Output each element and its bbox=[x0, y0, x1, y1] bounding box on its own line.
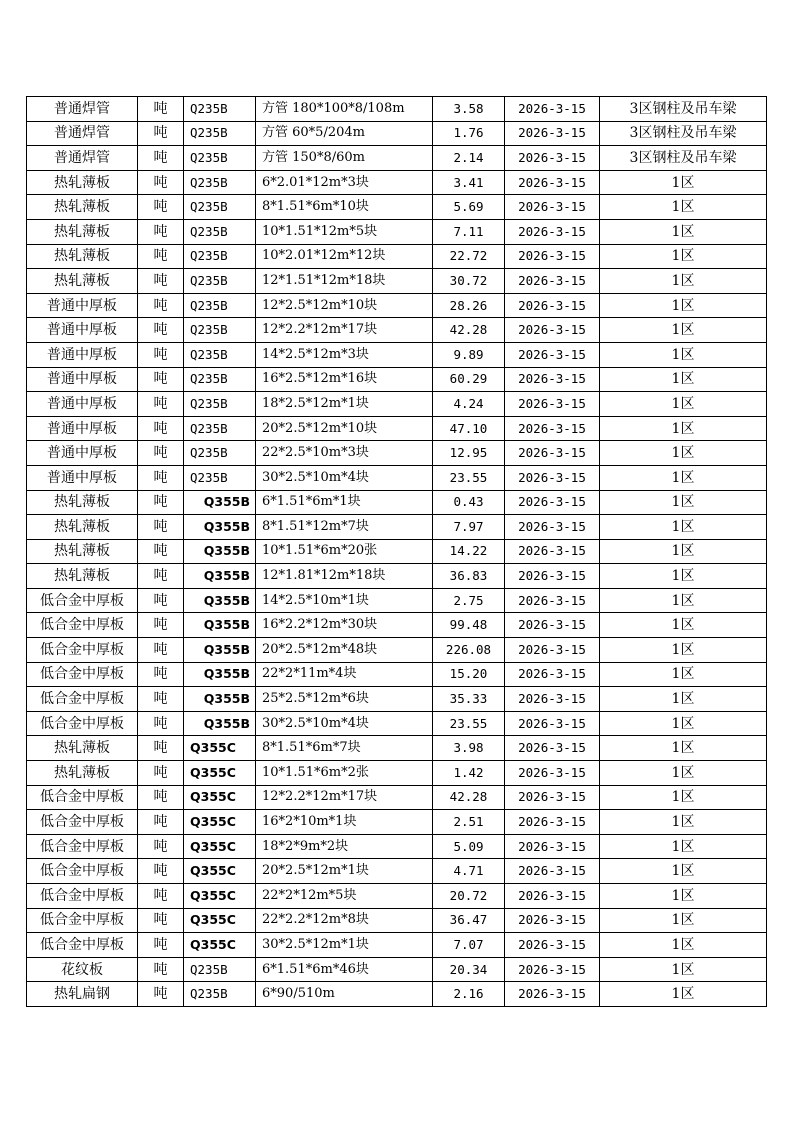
steel-grade-cell: Q355C bbox=[184, 810, 256, 835]
material-name-cell: 低合金中厚板 bbox=[27, 859, 138, 884]
area-cell: 1区 bbox=[600, 564, 767, 589]
steel-grade-cell: Q235B bbox=[184, 244, 256, 269]
table-row bbox=[27, 318, 767, 343]
date-cell: 2026-3-15 bbox=[505, 687, 600, 712]
steel-grade-cell: Q355C bbox=[184, 761, 256, 786]
table-row bbox=[27, 121, 767, 146]
steel-grade-cell: Q235B bbox=[184, 121, 256, 146]
quantity-cell: 2.14 bbox=[433, 146, 505, 171]
table-row bbox=[27, 564, 767, 589]
date-cell: 2026-3-15 bbox=[505, 957, 600, 982]
date-cell: 2026-3-15 bbox=[505, 121, 600, 146]
date-cell: 2026-3-15 bbox=[505, 219, 600, 244]
table-row bbox=[27, 982, 767, 1007]
unit-cell: 吨 bbox=[138, 97, 184, 122]
date-cell: 2026-3-15 bbox=[505, 490, 600, 515]
material-name-cell: 普通中厚板 bbox=[27, 318, 138, 343]
quantity-cell: 2.16 bbox=[433, 982, 505, 1007]
specification-cell: 12*2.2*12m*17块 bbox=[256, 318, 433, 343]
quantity-cell: 3.98 bbox=[433, 736, 505, 761]
specification-cell: 12*1.51*12m*18块 bbox=[256, 269, 433, 294]
material-name-cell: 热轧薄板 bbox=[27, 515, 138, 540]
steel-grade-cell: Q235B bbox=[184, 982, 256, 1007]
steel-grade-cell: Q355B bbox=[184, 588, 256, 613]
date-cell: 2026-3-15 bbox=[505, 318, 600, 343]
table-row bbox=[27, 146, 767, 171]
area-cell: 1区 bbox=[600, 441, 767, 466]
table-row bbox=[27, 785, 767, 810]
date-cell: 2026-3-15 bbox=[505, 342, 600, 367]
area-cell: 1区 bbox=[600, 662, 767, 687]
steel-grade-cell: Q235B bbox=[184, 465, 256, 490]
quantity-cell: 36.47 bbox=[433, 908, 505, 933]
material-name-cell: 低合金中厚板 bbox=[27, 687, 138, 712]
material-name-cell: 低合金中厚板 bbox=[27, 588, 138, 613]
quantity-cell: 1.42 bbox=[433, 761, 505, 786]
material-name-cell: 热轧薄板 bbox=[27, 564, 138, 589]
table-row bbox=[27, 539, 767, 564]
unit-cell: 吨 bbox=[138, 146, 184, 171]
material-name-cell: 普通焊管 bbox=[27, 146, 138, 171]
date-cell: 2026-3-15 bbox=[505, 810, 600, 835]
table-row bbox=[27, 465, 767, 490]
table-row bbox=[27, 195, 767, 220]
table-row bbox=[27, 662, 767, 687]
specification-cell: 8*1.51*12m*7块 bbox=[256, 515, 433, 540]
quantity-cell: 3.58 bbox=[433, 97, 505, 122]
specification-cell: 8*1.51*6m*10块 bbox=[256, 195, 433, 220]
date-cell: 2026-3-15 bbox=[505, 564, 600, 589]
table-body bbox=[27, 97, 767, 1007]
specification-cell: 30*2.5*10m*4块 bbox=[256, 465, 433, 490]
area-cell: 1区 bbox=[600, 884, 767, 909]
specification-cell: 22*2.5*10m*3块 bbox=[256, 441, 433, 466]
area-cell: 1区 bbox=[600, 293, 767, 318]
unit-cell: 吨 bbox=[138, 465, 184, 490]
material-name-cell: 普通中厚板 bbox=[27, 342, 138, 367]
area-cell: 1区 bbox=[600, 638, 767, 663]
unit-cell: 吨 bbox=[138, 441, 184, 466]
material-name-cell: 热轧薄板 bbox=[27, 539, 138, 564]
area-cell: 1区 bbox=[600, 515, 767, 540]
steel-grade-cell: Q355C bbox=[184, 933, 256, 958]
area-cell: 1区 bbox=[600, 834, 767, 859]
specification-cell: 16*2.5*12m*16块 bbox=[256, 367, 433, 392]
area-cell: 1区 bbox=[600, 859, 767, 884]
date-cell: 2026-3-15 bbox=[505, 293, 600, 318]
unit-cell: 吨 bbox=[138, 170, 184, 195]
specification-cell: 12*2.2*12m*17块 bbox=[256, 785, 433, 810]
unit-cell: 吨 bbox=[138, 613, 184, 638]
unit-cell: 吨 bbox=[138, 834, 184, 859]
material-name-cell: 低合金中厚板 bbox=[27, 613, 138, 638]
quantity-cell: 5.69 bbox=[433, 195, 505, 220]
area-cell: 1区 bbox=[600, 982, 767, 1007]
quantity-cell: 3.41 bbox=[433, 170, 505, 195]
area-cell: 1区 bbox=[600, 269, 767, 294]
material-name-cell: 低合金中厚板 bbox=[27, 933, 138, 958]
quantity-cell: 1.76 bbox=[433, 121, 505, 146]
quantity-cell: 42.28 bbox=[433, 318, 505, 343]
material-name-cell: 低合金中厚板 bbox=[27, 662, 138, 687]
unit-cell: 吨 bbox=[138, 219, 184, 244]
unit-cell: 吨 bbox=[138, 269, 184, 294]
quantity-cell: 36.83 bbox=[433, 564, 505, 589]
specification-cell: 方管 150*8/60m bbox=[256, 146, 433, 171]
table-row bbox=[27, 293, 767, 318]
steel-grade-cell: Q355B bbox=[184, 564, 256, 589]
specification-cell: 12*2.5*12m*10块 bbox=[256, 293, 433, 318]
specification-cell: 20*2.5*12m*1块 bbox=[256, 859, 433, 884]
quantity-cell: 28.26 bbox=[433, 293, 505, 318]
date-cell: 2026-3-15 bbox=[505, 515, 600, 540]
date-cell: 2026-3-15 bbox=[505, 367, 600, 392]
quantity-cell: 0.43 bbox=[433, 490, 505, 515]
steel-grade-cell: Q235B bbox=[184, 269, 256, 294]
specification-cell: 14*2.5*12m*3块 bbox=[256, 342, 433, 367]
steel-grade-cell: Q355B bbox=[184, 687, 256, 712]
specification-cell: 6*1.51*6m*46块 bbox=[256, 957, 433, 982]
table-row bbox=[27, 638, 767, 663]
unit-cell: 吨 bbox=[138, 293, 184, 318]
steel-grade-cell: Q235B bbox=[184, 293, 256, 318]
area-cell: 3区钢柱及吊车梁 bbox=[600, 146, 767, 171]
area-cell: 1区 bbox=[600, 244, 767, 269]
steel-grade-cell: Q355B bbox=[184, 711, 256, 736]
quantity-cell: 22.72 bbox=[433, 244, 505, 269]
table-row bbox=[27, 834, 767, 859]
area-cell: 1区 bbox=[600, 736, 767, 761]
material-name-cell: 普通中厚板 bbox=[27, 293, 138, 318]
unit-cell: 吨 bbox=[138, 810, 184, 835]
specification-cell: 30*2.5*12m*1块 bbox=[256, 933, 433, 958]
date-cell: 2026-3-15 bbox=[505, 859, 600, 884]
unit-cell: 吨 bbox=[138, 564, 184, 589]
quantity-cell: 2.75 bbox=[433, 588, 505, 613]
date-cell: 2026-3-15 bbox=[505, 834, 600, 859]
table-row bbox=[27, 244, 767, 269]
steel-grade-cell: Q235B bbox=[184, 97, 256, 122]
unit-cell: 吨 bbox=[138, 490, 184, 515]
material-name-cell: 热轧薄板 bbox=[27, 761, 138, 786]
steel-grade-cell: Q355B bbox=[184, 662, 256, 687]
date-cell: 2026-3-15 bbox=[505, 638, 600, 663]
table-row bbox=[27, 736, 767, 761]
specification-cell: 8*1.51*6m*7块 bbox=[256, 736, 433, 761]
unit-cell: 吨 bbox=[138, 957, 184, 982]
area-cell: 1区 bbox=[600, 687, 767, 712]
material-name-cell: 普通中厚板 bbox=[27, 416, 138, 441]
area-cell: 1区 bbox=[600, 219, 767, 244]
table-row bbox=[27, 490, 767, 515]
table-row bbox=[27, 416, 767, 441]
unit-cell: 吨 bbox=[138, 416, 184, 441]
date-cell: 2026-3-15 bbox=[505, 244, 600, 269]
table-row bbox=[27, 859, 767, 884]
area-cell: 1区 bbox=[600, 711, 767, 736]
steel-grade-cell: Q355B bbox=[184, 539, 256, 564]
table-row bbox=[27, 588, 767, 613]
table-row bbox=[27, 613, 767, 638]
unit-cell: 吨 bbox=[138, 908, 184, 933]
unit-cell: 吨 bbox=[138, 761, 184, 786]
steel-grade-cell: Q355C bbox=[184, 908, 256, 933]
unit-cell: 吨 bbox=[138, 539, 184, 564]
date-cell: 2026-3-15 bbox=[505, 884, 600, 909]
specification-cell: 22*2*11m*4块 bbox=[256, 662, 433, 687]
table-row bbox=[27, 269, 767, 294]
steel-grade-cell: Q235B bbox=[184, 195, 256, 220]
unit-cell: 吨 bbox=[138, 318, 184, 343]
specification-cell: 方管 60*5/204m bbox=[256, 121, 433, 146]
date-cell: 2026-3-15 bbox=[505, 195, 600, 220]
table-row bbox=[27, 367, 767, 392]
unit-cell: 吨 bbox=[138, 933, 184, 958]
table-row bbox=[27, 441, 767, 466]
specification-cell: 25*2.5*12m*6块 bbox=[256, 687, 433, 712]
material-name-cell: 花纹板 bbox=[27, 957, 138, 982]
steel-grade-cell: Q355B bbox=[184, 613, 256, 638]
unit-cell: 吨 bbox=[138, 392, 184, 417]
specification-cell: 22*2*12m*5块 bbox=[256, 884, 433, 909]
area-cell: 1区 bbox=[600, 539, 767, 564]
steel-grade-cell: Q235B bbox=[184, 318, 256, 343]
unit-cell: 吨 bbox=[138, 638, 184, 663]
material-name-cell: 热轧薄板 bbox=[27, 195, 138, 220]
steel-grade-cell: Q355C bbox=[184, 736, 256, 761]
quantity-cell: 30.72 bbox=[433, 269, 505, 294]
unit-cell: 吨 bbox=[138, 367, 184, 392]
area-cell: 1区 bbox=[600, 761, 767, 786]
unit-cell: 吨 bbox=[138, 515, 184, 540]
quantity-cell: 60.29 bbox=[433, 367, 505, 392]
steel-grade-cell: Q355C bbox=[184, 859, 256, 884]
table-row bbox=[27, 761, 767, 786]
quantity-cell: 20.34 bbox=[433, 957, 505, 982]
material-name-cell: 普通中厚板 bbox=[27, 441, 138, 466]
steel-grade-cell: Q355C bbox=[184, 884, 256, 909]
specification-cell: 16*2*10m*1块 bbox=[256, 810, 433, 835]
table-row bbox=[27, 170, 767, 195]
steel-grade-cell: Q235B bbox=[184, 392, 256, 417]
material-name-cell: 普通中厚板 bbox=[27, 392, 138, 417]
date-cell: 2026-3-15 bbox=[505, 146, 600, 171]
unit-cell: 吨 bbox=[138, 736, 184, 761]
date-cell: 2026-3-15 bbox=[505, 170, 600, 195]
date-cell: 2026-3-15 bbox=[505, 736, 600, 761]
steel-grade-cell: Q235B bbox=[184, 342, 256, 367]
steel-grade-cell: Q355C bbox=[184, 785, 256, 810]
material-name-cell: 普通焊管 bbox=[27, 97, 138, 122]
date-cell: 2026-3-15 bbox=[505, 613, 600, 638]
material-name-cell: 普通焊管 bbox=[27, 121, 138, 146]
quantity-cell: 226.08 bbox=[433, 638, 505, 663]
specification-cell: 30*2.5*10m*4块 bbox=[256, 711, 433, 736]
quantity-cell: 9.89 bbox=[433, 342, 505, 367]
quantity-cell: 4.24 bbox=[433, 392, 505, 417]
material-name-cell: 低合金中厚板 bbox=[27, 810, 138, 835]
quantity-cell: 15.20 bbox=[433, 662, 505, 687]
specification-cell: 18*2*9m*2块 bbox=[256, 834, 433, 859]
date-cell: 2026-3-15 bbox=[505, 392, 600, 417]
material-name-cell: 热轧薄板 bbox=[27, 219, 138, 244]
quantity-cell: 23.55 bbox=[433, 711, 505, 736]
table-row bbox=[27, 711, 767, 736]
table-row bbox=[27, 908, 767, 933]
table-row bbox=[27, 687, 767, 712]
quantity-cell: 35.33 bbox=[433, 687, 505, 712]
quantity-cell: 12.95 bbox=[433, 441, 505, 466]
specification-cell: 6*2.01*12m*3块 bbox=[256, 170, 433, 195]
date-cell: 2026-3-15 bbox=[505, 416, 600, 441]
steel-grade-cell: Q235B bbox=[184, 219, 256, 244]
table-row bbox=[27, 515, 767, 540]
steel-grade-cell: Q355B bbox=[184, 638, 256, 663]
area-cell: 1区 bbox=[600, 613, 767, 638]
specification-cell: 20*2.5*12m*10块 bbox=[256, 416, 433, 441]
specification-cell: 22*2.2*12m*8块 bbox=[256, 908, 433, 933]
date-cell: 2026-3-15 bbox=[505, 269, 600, 294]
quantity-cell: 14.22 bbox=[433, 539, 505, 564]
date-cell: 2026-3-15 bbox=[505, 933, 600, 958]
quantity-cell: 5.09 bbox=[433, 834, 505, 859]
material-name-cell: 热轧薄板 bbox=[27, 170, 138, 195]
area-cell: 1区 bbox=[600, 490, 767, 515]
material-name-cell: 低合金中厚板 bbox=[27, 711, 138, 736]
steel-grade-cell: Q235B bbox=[184, 146, 256, 171]
unit-cell: 吨 bbox=[138, 711, 184, 736]
area-cell: 1区 bbox=[600, 342, 767, 367]
unit-cell: 吨 bbox=[138, 244, 184, 269]
unit-cell: 吨 bbox=[138, 121, 184, 146]
steel-grade-cell: Q355B bbox=[184, 490, 256, 515]
unit-cell: 吨 bbox=[138, 687, 184, 712]
specification-cell: 10*1.51*12m*5块 bbox=[256, 219, 433, 244]
material-name-cell: 热轧薄板 bbox=[27, 244, 138, 269]
quantity-cell: 2.51 bbox=[433, 810, 505, 835]
table-row bbox=[27, 97, 767, 122]
table-row bbox=[27, 219, 767, 244]
unit-cell: 吨 bbox=[138, 884, 184, 909]
date-cell: 2026-3-15 bbox=[505, 785, 600, 810]
area-cell: 3区钢柱及吊车梁 bbox=[600, 97, 767, 122]
material-name-cell: 普通中厚板 bbox=[27, 465, 138, 490]
area-cell: 3区钢柱及吊车梁 bbox=[600, 121, 767, 146]
date-cell: 2026-3-15 bbox=[505, 711, 600, 736]
specification-cell: 6*90/510m bbox=[256, 982, 433, 1007]
table-row bbox=[27, 342, 767, 367]
specification-cell: 方管 180*100*8/108m bbox=[256, 97, 433, 122]
date-cell: 2026-3-15 bbox=[505, 539, 600, 564]
quantity-cell: 42.28 bbox=[433, 785, 505, 810]
table-row bbox=[27, 933, 767, 958]
steel-grade-cell: Q235B bbox=[184, 416, 256, 441]
specification-cell: 6*1.51*6m*1块 bbox=[256, 490, 433, 515]
unit-cell: 吨 bbox=[138, 195, 184, 220]
quantity-cell: 23.55 bbox=[433, 465, 505, 490]
unit-cell: 吨 bbox=[138, 982, 184, 1007]
unit-cell: 吨 bbox=[138, 859, 184, 884]
quantity-cell: 20.72 bbox=[433, 884, 505, 909]
steel-grade-cell: Q235B bbox=[184, 170, 256, 195]
table-row bbox=[27, 957, 767, 982]
date-cell: 2026-3-15 bbox=[505, 662, 600, 687]
date-cell: 2026-3-15 bbox=[505, 908, 600, 933]
area-cell: 1区 bbox=[600, 416, 767, 441]
unit-cell: 吨 bbox=[138, 342, 184, 367]
date-cell: 2026-3-15 bbox=[505, 761, 600, 786]
quantity-cell: 7.07 bbox=[433, 933, 505, 958]
quantity-cell: 4.71 bbox=[433, 859, 505, 884]
material-name-cell: 热轧薄板 bbox=[27, 269, 138, 294]
area-cell: 1区 bbox=[600, 318, 767, 343]
specification-cell: 20*2.5*12m*48块 bbox=[256, 638, 433, 663]
date-cell: 2026-3-15 bbox=[505, 588, 600, 613]
steel-grade-cell: Q355C bbox=[184, 834, 256, 859]
date-cell: 2026-3-15 bbox=[505, 97, 600, 122]
specification-cell: 10*1.51*6m*20张 bbox=[256, 539, 433, 564]
material-name-cell: 热轧薄板 bbox=[27, 736, 138, 761]
specification-cell: 12*1.81*12m*18块 bbox=[256, 564, 433, 589]
area-cell: 1区 bbox=[600, 195, 767, 220]
specification-cell: 14*2.5*10m*1块 bbox=[256, 588, 433, 613]
area-cell: 1区 bbox=[600, 810, 767, 835]
specification-cell: 10*1.51*6m*2张 bbox=[256, 761, 433, 786]
steel-grade-cell: Q355B bbox=[184, 515, 256, 540]
area-cell: 1区 bbox=[600, 785, 767, 810]
material-name-cell: 普通中厚板 bbox=[27, 367, 138, 392]
material-name-cell: 热轧薄板 bbox=[27, 490, 138, 515]
area-cell: 1区 bbox=[600, 957, 767, 982]
material-name-cell: 低合金中厚板 bbox=[27, 908, 138, 933]
table-row bbox=[27, 392, 767, 417]
material-name-cell: 低合金中厚板 bbox=[27, 638, 138, 663]
date-cell: 2026-3-15 bbox=[505, 982, 600, 1007]
area-cell: 1区 bbox=[600, 908, 767, 933]
date-cell: 2026-3-15 bbox=[505, 441, 600, 466]
unit-cell: 吨 bbox=[138, 785, 184, 810]
specification-cell: 16*2.2*12m*30块 bbox=[256, 613, 433, 638]
quantity-cell: 7.11 bbox=[433, 219, 505, 244]
area-cell: 1区 bbox=[600, 588, 767, 613]
area-cell: 1区 bbox=[600, 367, 767, 392]
steel-grade-cell: Q235B bbox=[184, 441, 256, 466]
unit-cell: 吨 bbox=[138, 662, 184, 687]
area-cell: 1区 bbox=[600, 170, 767, 195]
quantity-cell: 99.48 bbox=[433, 613, 505, 638]
steel-grade-cell: Q235B bbox=[184, 957, 256, 982]
area-cell: 1区 bbox=[600, 933, 767, 958]
specification-cell: 10*2.01*12m*12块 bbox=[256, 244, 433, 269]
table-row bbox=[27, 884, 767, 909]
steel-materials-table bbox=[26, 96, 767, 1007]
quantity-cell: 47.10 bbox=[433, 416, 505, 441]
material-name-cell: 低合金中厚板 bbox=[27, 785, 138, 810]
area-cell: 1区 bbox=[600, 392, 767, 417]
date-cell: 2026-3-15 bbox=[505, 465, 600, 490]
area-cell: 1区 bbox=[600, 465, 767, 490]
material-name-cell: 低合金中厚板 bbox=[27, 834, 138, 859]
steel-grade-cell: Q235B bbox=[184, 367, 256, 392]
unit-cell: 吨 bbox=[138, 588, 184, 613]
quantity-cell: 7.97 bbox=[433, 515, 505, 540]
material-name-cell: 低合金中厚板 bbox=[27, 884, 138, 909]
specification-cell: 18*2.5*12m*1块 bbox=[256, 392, 433, 417]
material-name-cell: 热轧扁钢 bbox=[27, 982, 138, 1007]
table-row bbox=[27, 810, 767, 835]
